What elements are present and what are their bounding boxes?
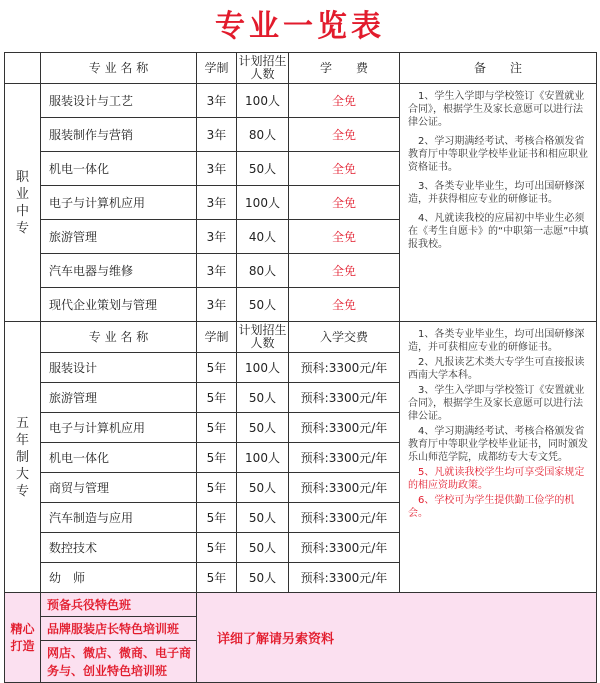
fee: 全免 [289, 288, 400, 322]
years: 3年 [197, 118, 237, 152]
fee: 全免 [289, 186, 400, 220]
fee: 预科:3300元/年 [289, 473, 400, 503]
years: 5年 [197, 413, 237, 443]
count: 100人 [237, 186, 289, 220]
major-name: 服装制作与营销 [41, 118, 197, 152]
years: 5年 [197, 353, 237, 383]
fee: 全免 [289, 118, 400, 152]
fee: 预科:3300元/年 [289, 443, 400, 473]
fee: 预科:3300元/年 [289, 503, 400, 533]
major-name: 服装设计与工艺 [41, 84, 197, 118]
years: 5年 [197, 383, 237, 413]
header-major-name: 专 业 名 称 [41, 53, 197, 84]
count: 100人 [237, 443, 289, 473]
count: 50人 [237, 383, 289, 413]
section3-side-label: 精心 打造 [5, 593, 41, 683]
years: 3年 [197, 186, 237, 220]
years: 3年 [197, 84, 237, 118]
count: 100人 [237, 84, 289, 118]
count: 100人 [237, 353, 289, 383]
major-name: 幼 师 [41, 563, 197, 593]
major-name: 电子与计算机应用 [41, 186, 197, 220]
section1-header-row [5, 53, 597, 84]
count: 50人 [237, 473, 289, 503]
years: 5年 [197, 443, 237, 473]
fee: 预科:3300元/年 [289, 563, 400, 593]
count: 50人 [237, 413, 289, 443]
major-name: 汽车制造与应用 [41, 503, 197, 533]
count: 80人 [237, 254, 289, 288]
section2-header-row [5, 322, 597, 353]
major-name: 旅游管理 [41, 220, 197, 254]
years: 5年 [197, 503, 237, 533]
major-name: 汽车电器与维修 [41, 254, 197, 288]
major-name: 现代企业策划与管理 [41, 288, 197, 322]
fee: 预科:3300元/年 [289, 533, 400, 563]
header-count: 计划招生人数 [237, 322, 289, 353]
corner-cell [5, 53, 41, 84]
years: 5年 [197, 563, 237, 593]
header-years: 学制 [197, 53, 237, 84]
count: 50人 [237, 533, 289, 563]
header-fee: 学 费 [289, 53, 400, 84]
years: 3年 [197, 220, 237, 254]
major-name: 旅游管理 [41, 383, 197, 413]
years: 3年 [197, 288, 237, 322]
count: 50人 [237, 503, 289, 533]
fee: 全免 [289, 152, 400, 186]
major-name: 机电一体化 [41, 443, 197, 473]
section1-notes: 1、学生入学即与学校签订《安置就业合同》，根据学生及家长意愿可以进行法律公证。 2、学习期满经考试、考核合格颁发省教育厅中等职业学校毕业证书和相应职业资格证书。 3、各类专业毕业生，均可出国研修深造，并获得相应专业的研修证书。 4、凡就读我校的应届初中毕业生必须在《考生自愿卡》的“中职第一志愿”中填报我校。 [400, 84, 597, 322]
detail-note: 详细了解请另索资料 [197, 593, 597, 683]
major-name: 机电一体化 [41, 152, 197, 186]
header-fee: 入学交费 [289, 322, 400, 353]
header-major-name: 专 业 名 称 [41, 322, 197, 353]
years: 3年 [197, 152, 237, 186]
count: 80人 [237, 118, 289, 152]
years: 5年 [197, 473, 237, 503]
page-title: 专业一览表 [215, 9, 385, 44]
major-name: 电子与计算机应用 [41, 413, 197, 443]
special-class-item: 预备兵役特色班 [41, 593, 197, 617]
special-class-item: 网店、微店、微商、电子商务与、创业特色培训班 [41, 641, 197, 683]
major-name: 服装设计 [41, 353, 197, 383]
section2-notes: 1、各类专业毕业生，均可出国研修深造，并可获相应专业的研修证书。 2、凡报读艺术类大专学生可直接报读西南大学本科。 3、学生入学即与学校签订《安置就业合同》，根据学生及家长意愿可以进行法律公证。 4、学习期满经考试、考核合格颁发省教育厅中等职业学校毕业证书，同时颁发乐山师范学院，成都纺专大专文凭。 5、凡就读我校学生均可享受国家规定的相应资助政策。 6、学校可为学生提供勤工俭学的机会。 [400, 322, 597, 593]
years: 5年 [197, 533, 237, 563]
section1-side-label: 职 业 中 专 [5, 84, 41, 322]
major-name: 商贸与管理 [41, 473, 197, 503]
table-row [5, 84, 597, 118]
special-row [5, 593, 597, 617]
years: 3年 [197, 254, 237, 288]
fee: 预科:3300元/年 [289, 413, 400, 443]
header-count: 计划招生人数 [237, 53, 289, 84]
fee: 全免 [289, 84, 400, 118]
fee: 全免 [289, 254, 400, 288]
majors-table [4, 52, 597, 683]
major-name: 数控技术 [41, 533, 197, 563]
count: 50人 [237, 563, 289, 593]
special-class-item: 品牌服装店长特色培训班 [41, 617, 197, 641]
count: 50人 [237, 152, 289, 186]
fee: 全免 [289, 220, 400, 254]
count: 50人 [237, 288, 289, 322]
fee: 预科:3300元/年 [289, 383, 400, 413]
fee: 预科:3300元/年 [289, 353, 400, 383]
section2-side-label: 五 年 制 大 专 [5, 322, 41, 593]
header-years: 学制 [197, 322, 237, 353]
count: 40人 [237, 220, 289, 254]
header-notes: 备 注 [400, 53, 597, 84]
